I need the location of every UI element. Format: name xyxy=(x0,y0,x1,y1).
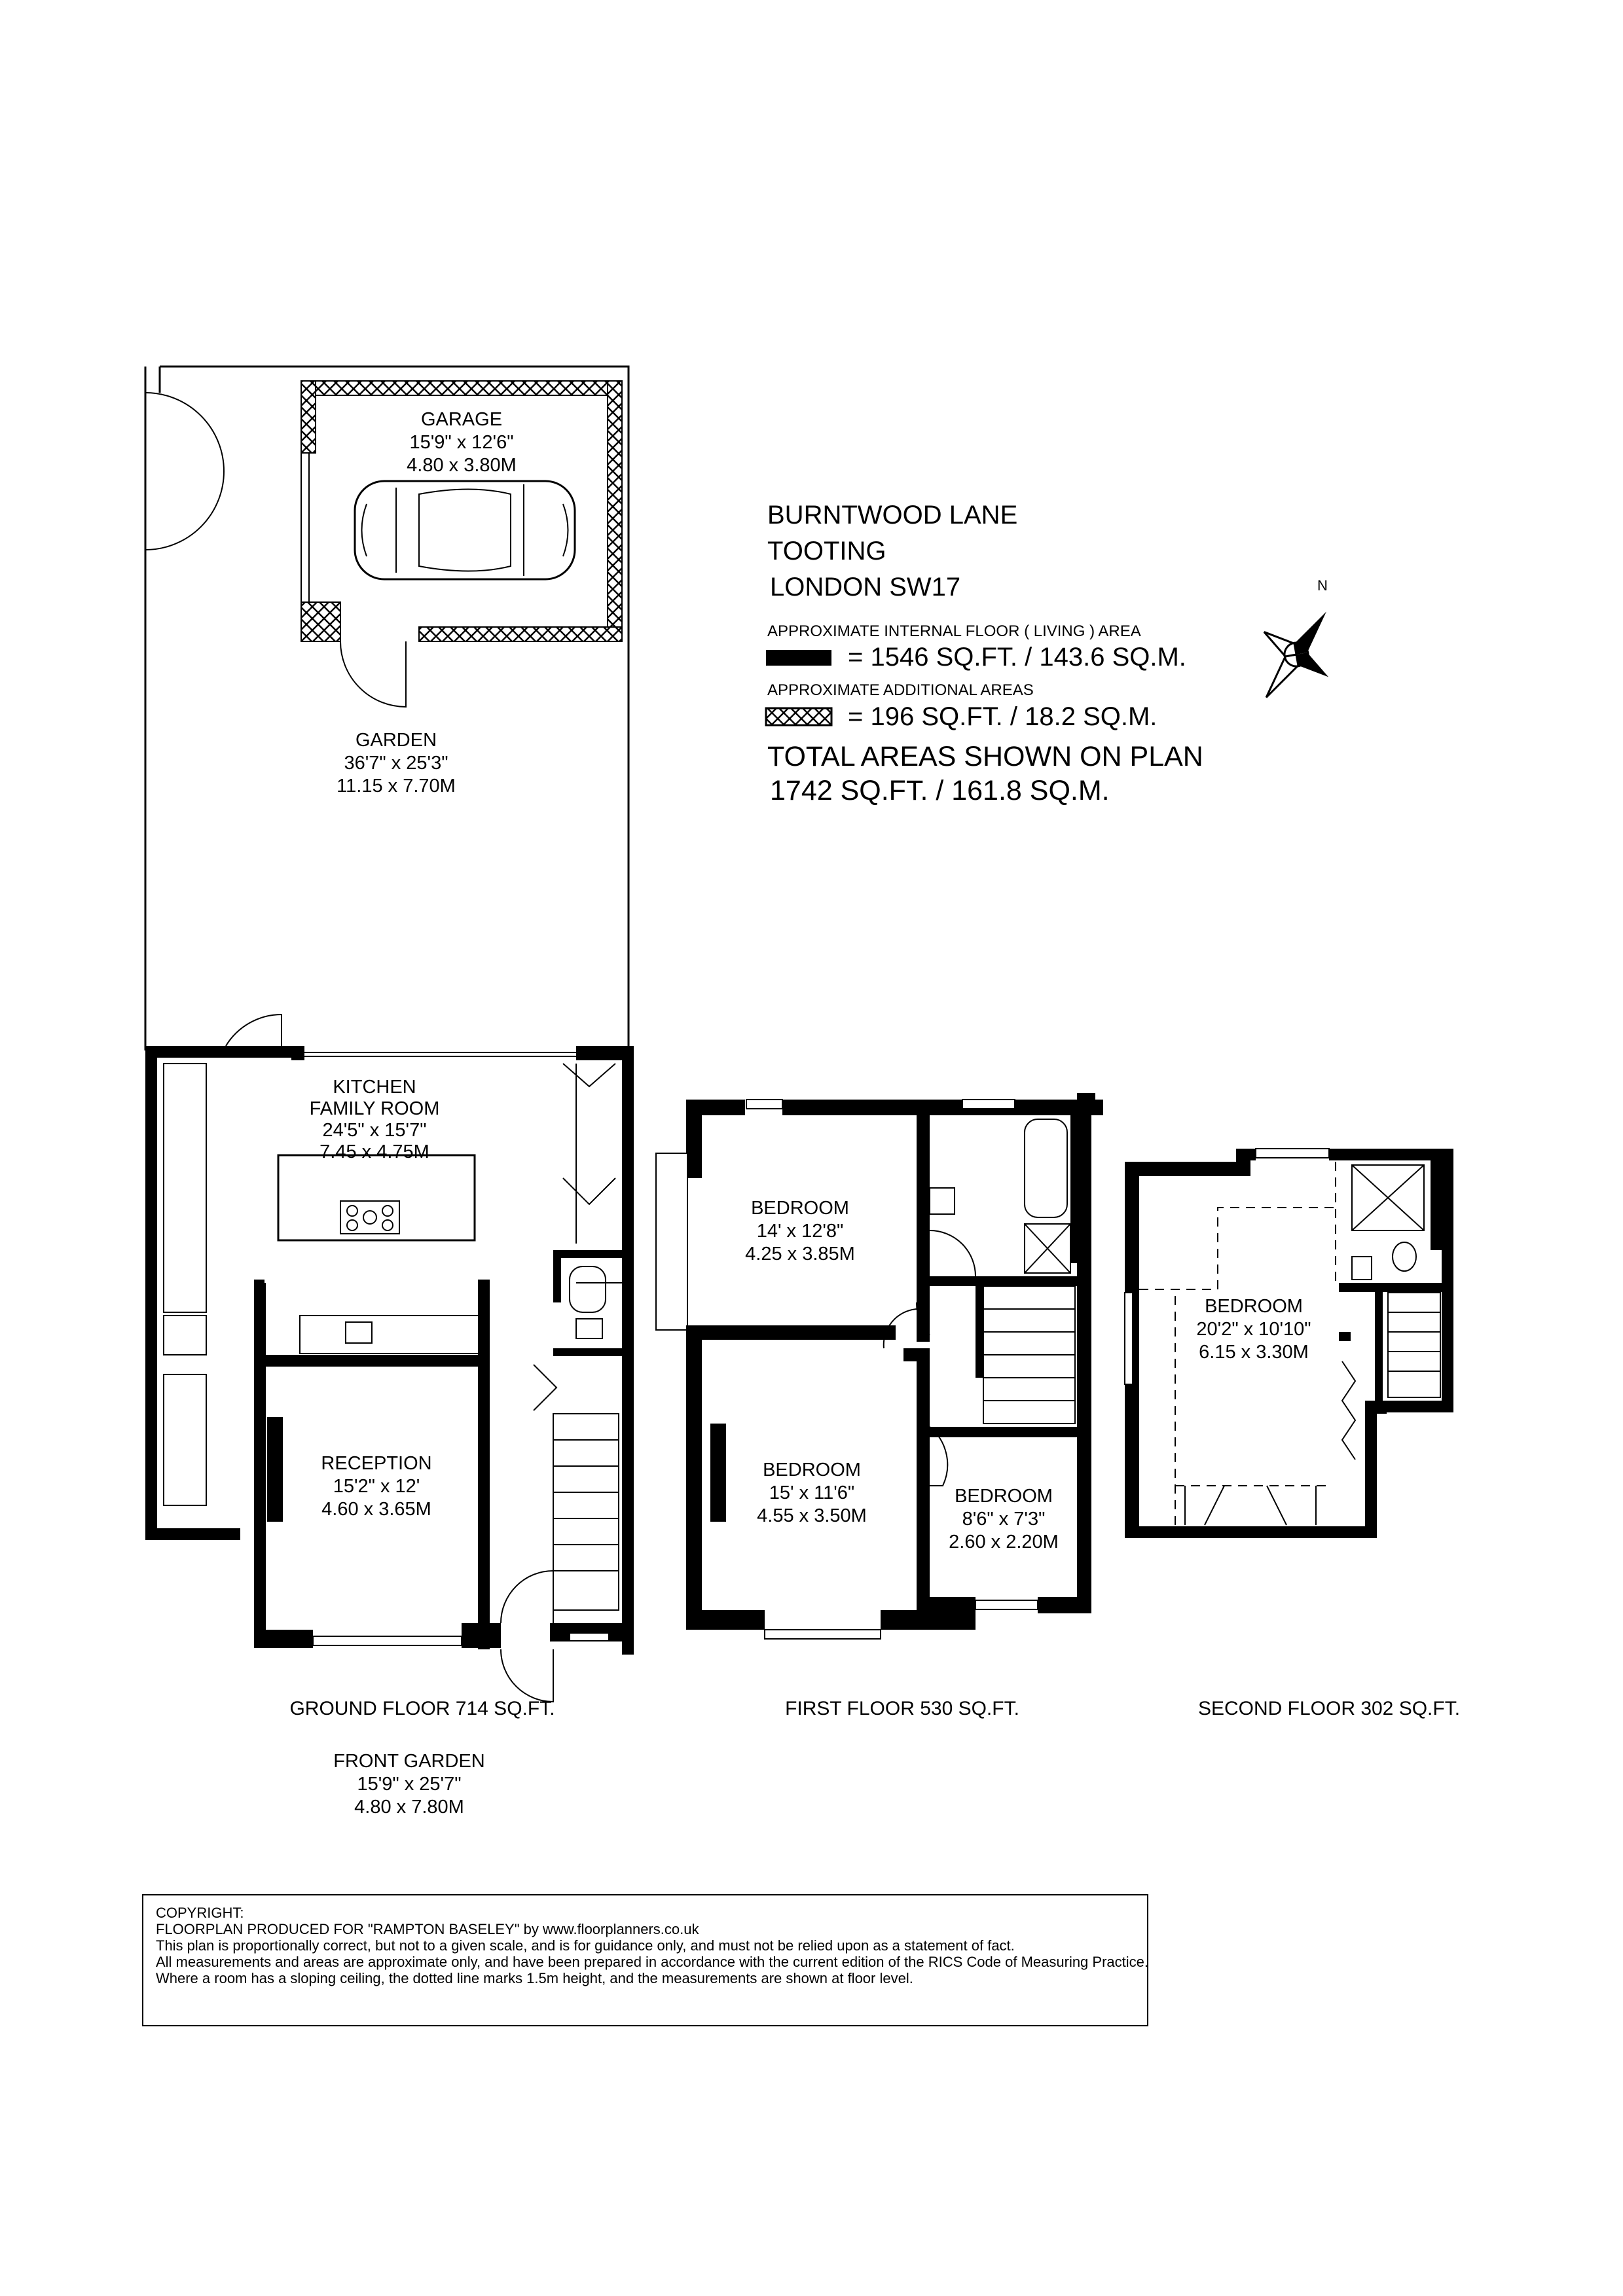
garage-imperial: 15'9" x 12'6" xyxy=(409,432,514,453)
front-garden-imperial: 15'9" x 25'7" xyxy=(357,1774,462,1795)
bedroom-4-imperial: 20'2" x 10'10" xyxy=(1196,1319,1311,1340)
bedroom-2-metric: 4.55 x 3.50M xyxy=(757,1505,867,1526)
address-line-2: TOOTING xyxy=(767,537,886,565)
garden-metric: 11.15 x 7.70M xyxy=(337,776,456,797)
compass-north-label: N xyxy=(1317,577,1328,594)
bedroom-4-metric: 6.15 x 3.30M xyxy=(1199,1342,1309,1363)
bedroom-1-name: BEDROOM xyxy=(751,1198,849,1219)
bedroom-1-imperial: 14' x 12'8" xyxy=(756,1221,844,1242)
car-icon xyxy=(355,481,575,579)
bedroom-2-imperial: 15' x 11'6" xyxy=(769,1482,855,1503)
bedroom-3-metric: 2.60 x 2.20M xyxy=(949,1532,1059,1552)
kitchen-metric: 7.45 x 4.75M xyxy=(319,1141,429,1162)
bedroom-3-imperial: 8'6" x 7'3" xyxy=(962,1509,1046,1530)
copyright-line-2: This plan is proportionally correct, but not to a given scale, and is for guidance only, and must not be relied upon as a statement of fact. xyxy=(156,1937,1015,1954)
bedroom-4-name: BEDROOM xyxy=(1205,1296,1303,1317)
living-area-label: APPROXIMATE INTERNAL FLOOR ( LIVING ) AREA xyxy=(767,622,1141,640)
kitchen-island xyxy=(278,1155,475,1240)
front-door xyxy=(501,1571,553,1623)
address-line-3: LONDON SW17 xyxy=(770,573,961,601)
garden-area xyxy=(145,367,629,1050)
copyright-line-3: All measurements and areas are approximate only, and have been prepared in accordance with the current edition of the RICS Code of Measuring Practice. xyxy=(156,1954,1148,1970)
copyright-line-4: Where a room has a sloping ceiling, the dotted line marks 1.5m height, and the measurements are shown at floor level. xyxy=(156,1970,913,1986)
ground-floor-caption: GROUND FLOOR 714 SQ.FT. xyxy=(289,1698,555,1719)
kitchen-name-2: FAMILY ROOM xyxy=(309,1098,440,1119)
bedroom-1-metric: 4.25 x 3.85M xyxy=(745,1244,855,1265)
loft-staircase xyxy=(1388,1293,1440,1397)
second-floor-caption: SECOND FLOOR 302 SQ.FT. xyxy=(1197,1698,1461,1719)
reception-name: RECEPTION xyxy=(321,1453,432,1474)
reception-metric: 4.60 x 3.65M xyxy=(321,1499,431,1520)
compass-rose-icon xyxy=(1234,589,1359,720)
copyright-line-1: FLOORPLAN PRODUCED FOR "RAMPTON BASELEY" by www.floorplanners.co.uk xyxy=(156,1921,699,1937)
kitchen-sink xyxy=(346,1322,372,1343)
living-area-swatch xyxy=(766,650,831,666)
bathtub xyxy=(1025,1119,1067,1217)
front-garden-name: FRONT GARDEN xyxy=(333,1751,485,1772)
additional-area-swatch xyxy=(766,708,831,725)
kitchen-name: KITCHEN xyxy=(333,1077,416,1098)
garage-metric: 4.80 x 3.80M xyxy=(407,455,517,476)
kitchen-imperial: 24'5" x 15'7" xyxy=(322,1120,427,1141)
total-area-value: 1742 SQ.FT. / 161.8 SQ.M. xyxy=(770,775,1110,806)
garden-name: GARDEN xyxy=(355,730,437,751)
kitchen-door xyxy=(226,1014,282,1046)
garage-name: GARAGE xyxy=(420,409,503,430)
bedroom-2-name: BEDROOM xyxy=(763,1460,861,1480)
total-area-label: TOTAL AREAS SHOWN ON PLAN xyxy=(767,741,1203,772)
hob-icon xyxy=(340,1201,399,1234)
staircase xyxy=(553,1414,619,1610)
copyright-title: COPYRIGHT: xyxy=(156,1905,244,1921)
first-floor-caption: FIRST FLOOR 530 SQ.FT. xyxy=(785,1698,1019,1719)
front-garden-metric: 4.80 x 7.80M xyxy=(354,1797,464,1818)
bedroom-3-name: BEDROOM xyxy=(955,1486,1053,1507)
garden-imperial: 36'7" x 25'3" xyxy=(344,753,448,774)
additional-area-value: = 196 SQ.FT. / 18.2 SQ.M. xyxy=(848,702,1158,731)
first-floor xyxy=(656,1093,1103,1639)
garage-door-swing xyxy=(340,641,406,707)
address-line-1: BURNTWOOD LANE xyxy=(767,501,1018,529)
reception-imperial: 15'2" x 12' xyxy=(333,1476,420,1497)
living-area-value: = 1546 SQ.FT. / 143.6 SQ.M. xyxy=(848,643,1186,672)
additional-area-label: APPROXIMATE ADDITIONAL AREAS xyxy=(767,681,1034,699)
